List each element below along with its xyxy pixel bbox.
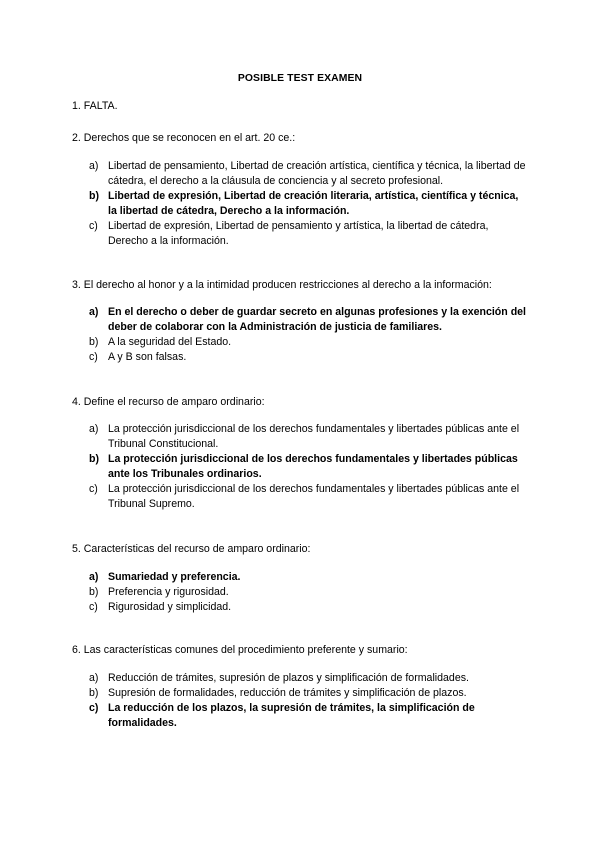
option-letter: a) xyxy=(89,423,99,435)
option-letter: b) xyxy=(89,453,99,465)
question-6-option-b xyxy=(89,686,529,701)
question-5-option-b xyxy=(89,585,529,600)
question-6-options xyxy=(89,671,529,731)
question-2-stem: 2. Derechos que se reconocen en el art. 20 ce.: xyxy=(72,132,296,144)
option-text: Libertad de expresión, Libertad de creación literaria, artística, científica y técnica, la libertad de cátedra, Derecho a la información. xyxy=(108,190,519,217)
question-4-stem: 4. Define el recurso de amparo ordinario: xyxy=(72,396,265,408)
option-text: Preferencia y rigurosidad. xyxy=(108,586,229,598)
option-text: La reducción de los plazos, la supresión de trámites, la simplificación de formalidades. xyxy=(108,702,475,729)
option-letter: a) xyxy=(89,160,99,172)
question-2-options xyxy=(89,159,529,249)
option-text: La protección jurisdiccional de los derechos fundamentales y libertades públicas ante el Tribunal Supremo. xyxy=(108,483,520,510)
document-title: POSIBLE TEST EXAMEN xyxy=(237,73,363,84)
question-2-option-c xyxy=(89,219,529,249)
question-4-option-c xyxy=(89,482,529,512)
option-letter: c) xyxy=(89,702,99,714)
option-text: La protección jurisdiccional de los derechos fundamentales y libertades públicas ante los Tribunales ordinarios. xyxy=(108,453,518,480)
question-5-options xyxy=(89,570,529,615)
question-2-option-b xyxy=(89,189,529,219)
question-3-option-c xyxy=(89,350,529,365)
question-5-option-a xyxy=(89,570,529,585)
option-text: Rigurosidad y simplicidad. xyxy=(108,601,232,613)
option-letter: a) xyxy=(89,306,99,318)
option-letter: c) xyxy=(89,351,98,363)
question-6-option-c xyxy=(89,701,529,731)
option-letter: c) xyxy=(89,220,98,232)
question-4-options xyxy=(89,422,529,512)
question-3-option-b xyxy=(89,335,529,350)
question-4-option-b xyxy=(89,452,529,482)
option-letter: b) xyxy=(89,586,99,598)
question-2-option-a xyxy=(89,159,529,189)
option-text: A la seguridad del Estado. xyxy=(108,336,232,348)
option-letter: b) xyxy=(89,687,99,699)
question-5-option-c xyxy=(89,600,529,615)
option-letter: c) xyxy=(89,601,98,613)
question-4-option-a xyxy=(89,422,529,452)
option-letter: b) xyxy=(89,190,99,202)
option-text: A y B son falsas. xyxy=(108,351,187,363)
option-text: Libertad de pensamiento, Libertad de creación artística, científica y técnica, la libertad de cátedra, el derecho a la cláusula de conciencia y al secreto profesional. xyxy=(108,160,526,187)
option-letter: b) xyxy=(89,336,99,348)
option-text: En el derecho o deber de guardar secreto en algunas profesiones y la exención del deber de colaborar con la Administración de justicia de familiares. xyxy=(108,306,526,333)
question-3-stem: 3. El derecho al honor y a la intimidad producen restricciones al derecho a la información: xyxy=(72,279,492,291)
option-text: Supresión de formalidades, reducción de trámites y simplificación de plazos. xyxy=(108,687,467,699)
question-6-option-a xyxy=(89,671,529,686)
question-6-stem: 6. Las características comunes del procedimiento preferente y sumario: xyxy=(72,644,408,656)
option-text: Reducción de trámites, supresión de plazos y simplificación de formalidades. xyxy=(108,672,469,684)
option-letter: c) xyxy=(89,483,98,495)
option-letter: a) xyxy=(89,571,99,583)
question-1-stem: 1. FALTA. xyxy=(72,100,118,112)
question-5-stem: 5. Características del recurso de amparo ordinario: xyxy=(72,543,311,555)
option-text: Sumariedad y preferencia. xyxy=(108,571,241,583)
option-letter: a) xyxy=(89,672,99,684)
question-3-option-a xyxy=(89,305,529,335)
option-text: La protección jurisdiccional de los derechos fundamentales y libertades públicas ante el Tribunal Constitucional. xyxy=(108,423,520,450)
question-3-options xyxy=(89,305,529,365)
option-text: Libertad de expresión, Libertad de pensamiento y artística, la libertad de cátedra, Derecho a la información. xyxy=(108,220,489,247)
